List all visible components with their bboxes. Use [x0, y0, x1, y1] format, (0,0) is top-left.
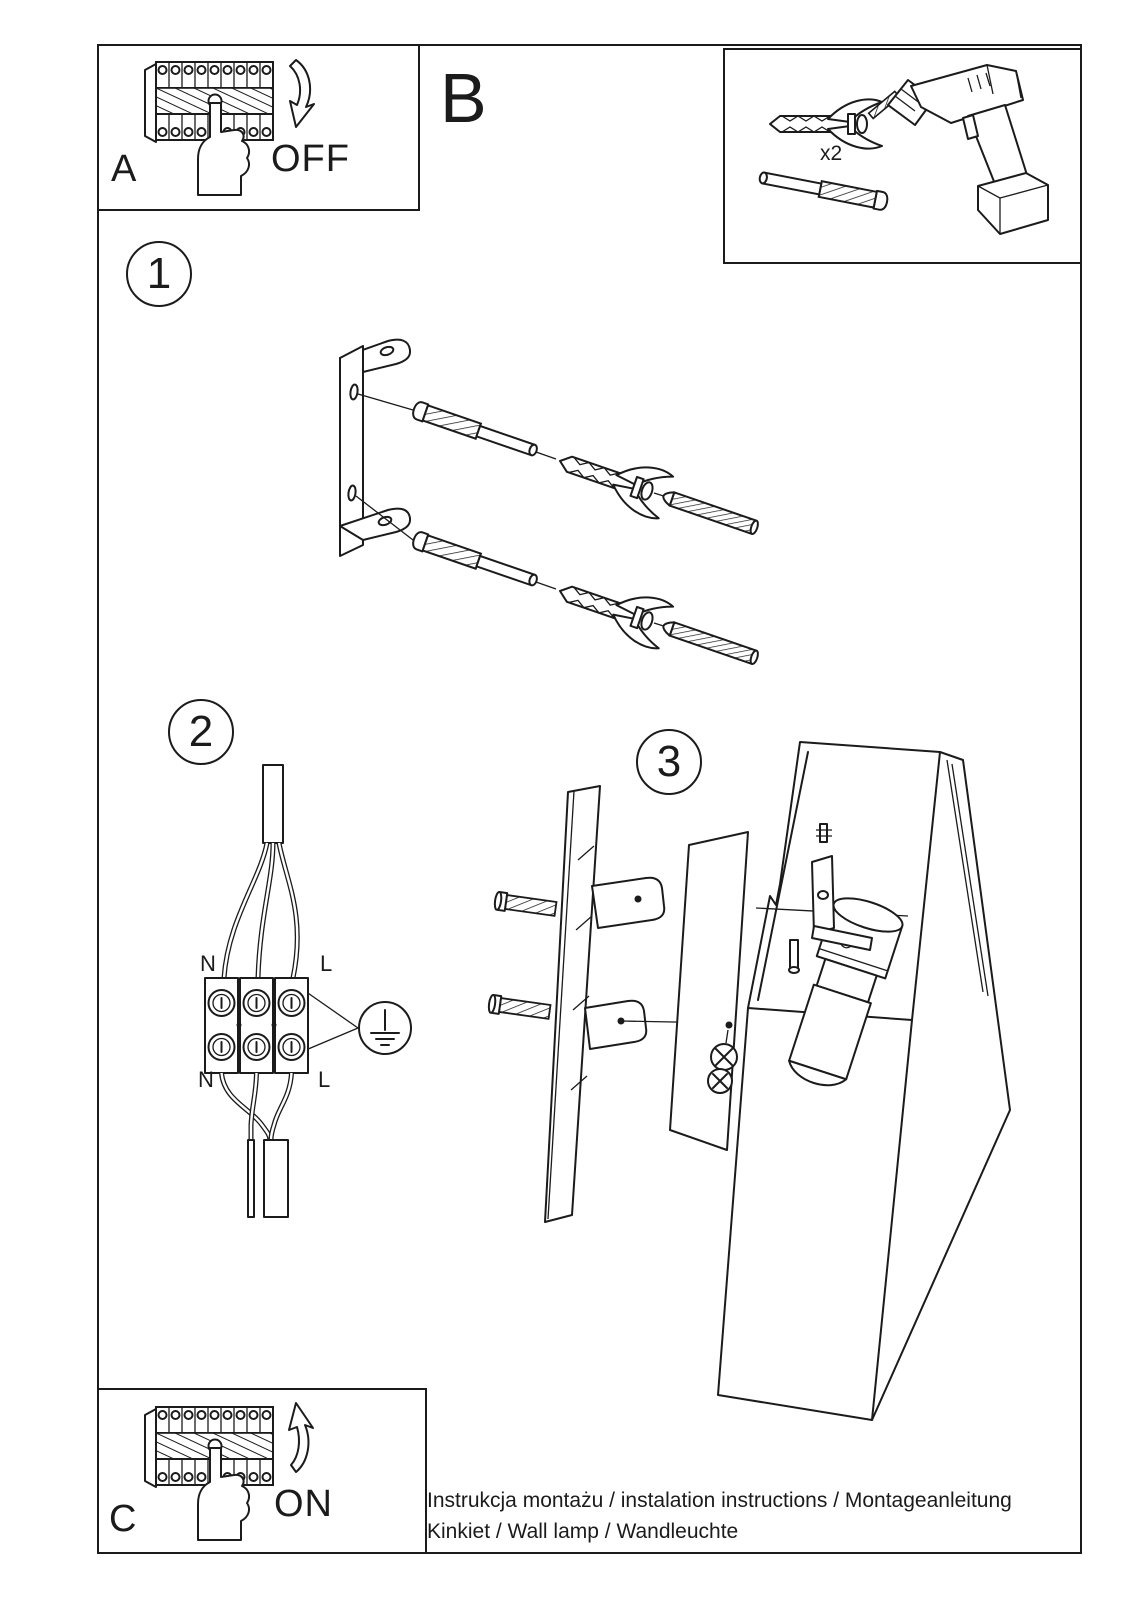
- panel-a: [97, 44, 420, 211]
- expansion-anchor-icon: [552, 438, 674, 521]
- on-label: ON: [274, 1483, 333, 1525]
- off-label: OFF: [271, 138, 350, 180]
- step3-assembly-drawing: [460, 690, 1080, 1440]
- breaker-on-icon: [99, 1390, 421, 1548]
- panel-b-label: B: [440, 59, 487, 137]
- mounting-tab-icon: [592, 878, 664, 928]
- panel-b: [723, 48, 1082, 264]
- panel-c: [97, 1388, 427, 1554]
- threaded-rod-icon: [661, 619, 759, 664]
- supply-wires-icon: [224, 843, 297, 978]
- terminal-label-l-bottom: L: [318, 1067, 331, 1092]
- ground-symbol-icon: [359, 1002, 411, 1054]
- panel-c-label: C: [109, 1498, 137, 1540]
- quantity-label: x2: [820, 142, 843, 165]
- wall-plate-icon: [545, 786, 600, 1222]
- footer-line2: Kinkiet / Wall lamp / Wandleuchte: [427, 1520, 739, 1543]
- lamp-housing-icon: [718, 742, 1010, 1420]
- terminal-label-n-top: N: [200, 951, 216, 976]
- expansion-anchor-icon: [552, 568, 674, 651]
- breaker-off-icon: [99, 46, 414, 205]
- arrow-down-icon: [290, 60, 314, 127]
- arrow-up-icon: [289, 1403, 313, 1472]
- step-1-badge: [126, 241, 192, 307]
- lamp-wires-icon: [222, 1073, 292, 1217]
- cable-sleeve-icon: [263, 765, 283, 843]
- step1-bracket-mounting-drawing: [330, 330, 805, 675]
- screw-icon: [758, 168, 889, 210]
- terminal-label-l-top: L: [320, 951, 333, 976]
- parts-icons: [725, 50, 1076, 258]
- mounting-tab-icon: [585, 1001, 646, 1049]
- threaded-rod-icon: [661, 489, 759, 534]
- mounting-screw-icon: [411, 530, 539, 589]
- panel-a-label: A: [111, 148, 137, 190]
- step-1-number: 1: [146, 249, 172, 298]
- terminal-block-icon: [205, 978, 308, 1073]
- step-3-number: 3: [656, 737, 682, 786]
- mounting-bracket-icon: [340, 340, 410, 556]
- terminal-label-n-bottom: N: [198, 1067, 214, 1092]
- step-2-number: 2: [188, 707, 214, 756]
- drill-icon: [869, 65, 1048, 234]
- plate-screw-icon: [488, 995, 551, 1021]
- plate-screw-icon: [494, 892, 557, 918]
- mounting-screw-icon: [411, 400, 539, 459]
- footer-line1: Instrukcja montażu / instalation instructions / Montageanleitung: [427, 1489, 1012, 1512]
- back-panel-icon: [670, 832, 748, 1150]
